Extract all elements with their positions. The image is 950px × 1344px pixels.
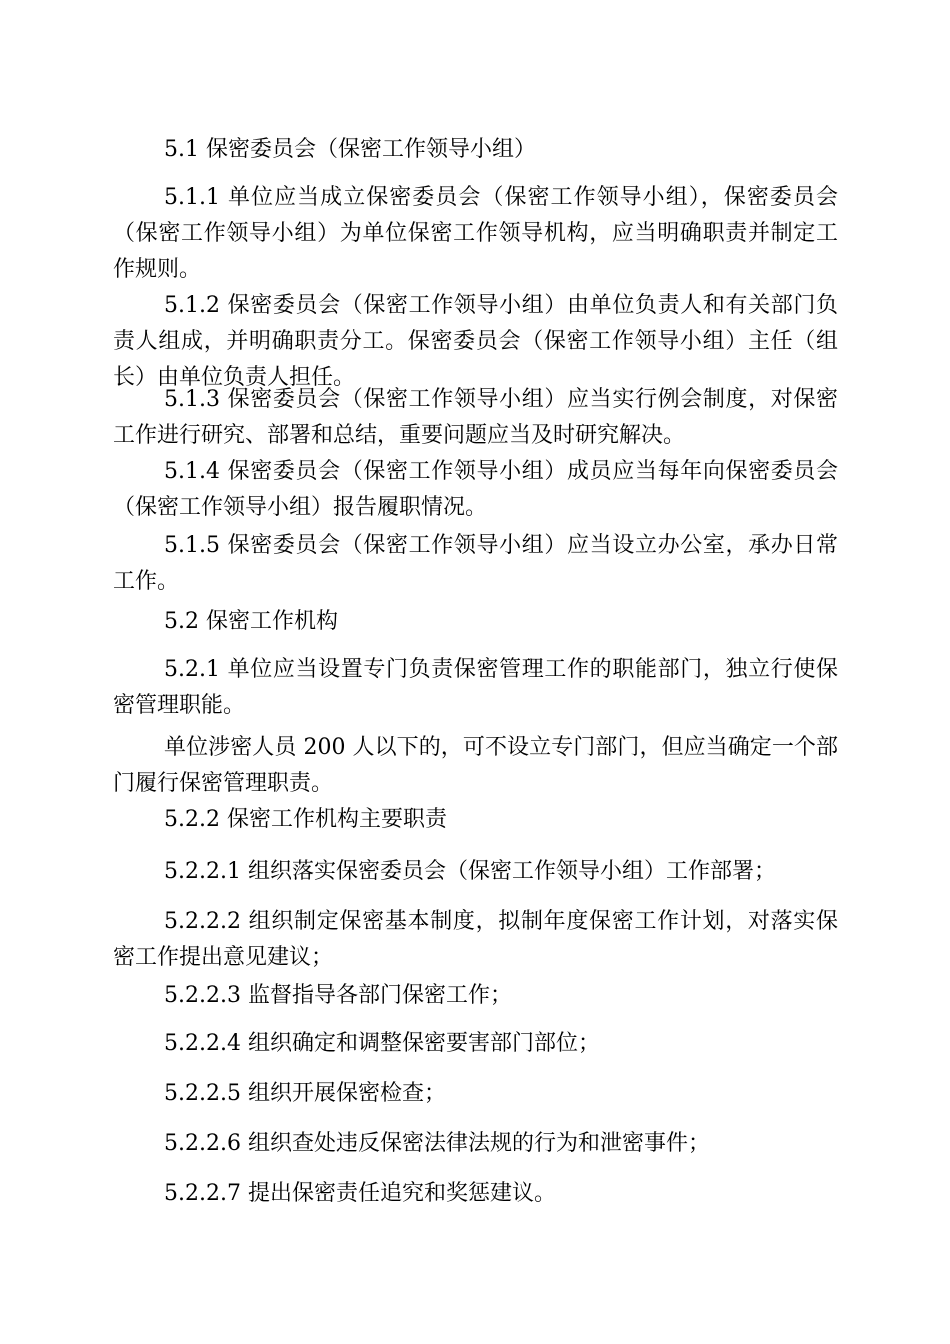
subsection-heading-5-2-2: 5.2.2 保密工作机构主要职责	[164, 807, 447, 832]
section-heading-5-2: 5.2 保密工作机构	[164, 609, 338, 634]
paragraph-5-1-5: 5.1.5 保密委员会（保密工作领导小组）应当设立办公室，承办日常工作。	[113, 533, 838, 594]
list-item-5-2-2-7: 5.2.2.7 提出保密责任追究和奖惩建议。	[164, 1181, 556, 1206]
paragraph-5-2-1-note: 单位涉密人员 200 人以下的，可不设立专门部门，但应当确定一个部门履行保密管理职责。	[113, 735, 838, 796]
section-heading-5-1: 5.1 保密委员会（保密工作领导小组）	[164, 137, 536, 162]
list-item-5-2-2-1: 5.2.2.1 组织落实保密委员会（保密工作领导小组）工作部署；	[164, 859, 776, 884]
paragraph-5-1-1: 5.1.1 单位应当成立保密委员会（保密工作领导小组），保密委员会（保密工作领导小组）为单位保密工作领导机构，应当明确职责并制定工作规则。	[113, 185, 838, 282]
list-item-5-2-2-4: 5.2.2.4 组织确定和调整保密要害部门部位；	[164, 1031, 600, 1056]
list-item-5-2-2-3: 5.2.2.3 监督指导各部门保密工作；	[164, 983, 512, 1008]
list-item-5-2-2-2: 5.2.2.2 组织制定保密基本制度，拟制年度保密工作计划，对落实保密工作提出意见建议；	[113, 909, 838, 970]
list-item-5-2-2-5: 5.2.2.5 组织开展保密检查；	[164, 1081, 446, 1106]
paragraph-5-1-2: 5.1.2 保密委员会（保密工作领导小组）由单位负责人和有关部门负责人组成，并明确职责分工。保密委员会（保密工作领导小组）主任（组长）由单位负责人担任。	[113, 293, 838, 390]
paragraph-5-1-4: 5.1.4 保密委员会（保密工作领导小组）成员应当每年向保密委员会（保密工作领导小组）报告履职情况。	[113, 459, 838, 520]
paragraph-5-2-1: 5.2.1 单位应当设置专门负责保密管理工作的职能部门，独立行使保密管理职能。	[113, 657, 838, 718]
paragraph-5-1-3: 5.1.3 保密委员会（保密工作领导小组）应当实行例会制度，对保密工作进行研究、部署和总结，重要问题应当及时研究解决。	[113, 387, 838, 448]
list-item-5-2-2-6: 5.2.2.6 组织查处违反保密法律法规的行为和泄密事件；	[164, 1131, 710, 1156]
